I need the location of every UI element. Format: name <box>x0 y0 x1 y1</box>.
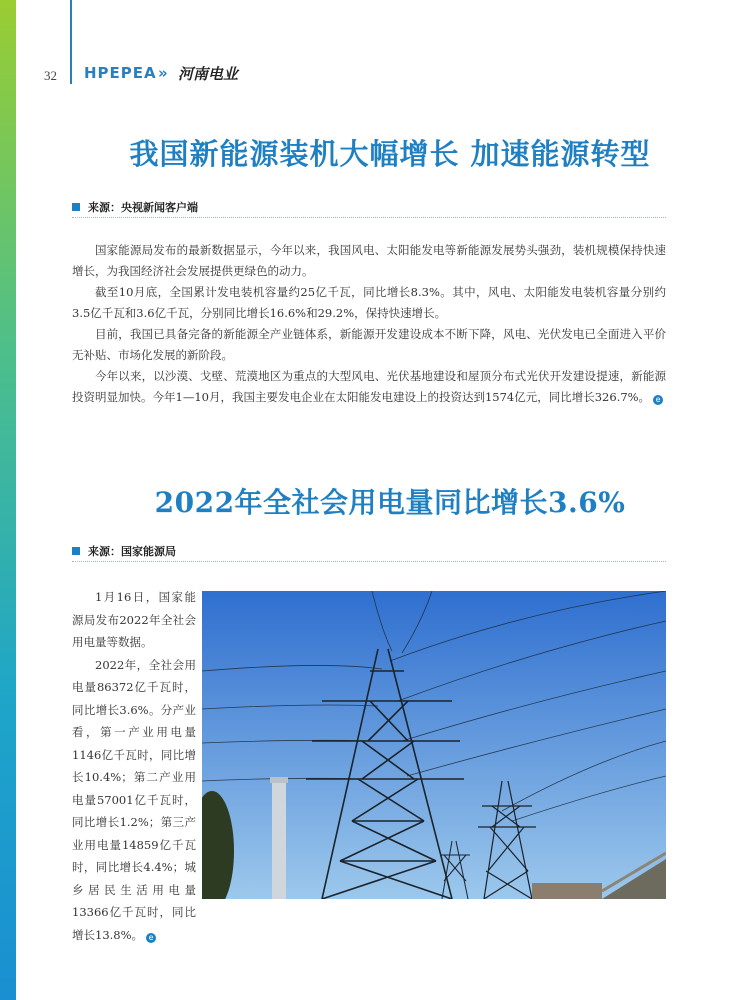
brand-logo: HPEPEA <box>84 64 157 82</box>
article1-source <box>72 199 666 218</box>
source-square-icon <box>72 547 80 555</box>
transmission-tower-illustration <box>202 591 666 899</box>
article1-source-text: 来源：央视新闻客户端 <box>88 201 198 214</box>
article2-paragraph-text: 2022年，全社会用电量86372亿千瓦时，同比增长3.6%。分产业看，第一产业用电量1146亿千瓦时，同比增长10.4%；第二产业用电量57001亿千瓦时，同比增长1.2%；第三产业用电量14859亿千瓦时，同比增长4.4%；城乡居民生活用电量13366亿千瓦时，同比增长13.8%。 <box>72 657 196 942</box>
end-mark-icon: e <box>146 933 156 943</box>
article2-title: 2022年全社会用电量同比增长3.6% <box>154 486 626 519</box>
article1-body <box>72 240 666 408</box>
article1-paragraph <box>72 366 666 408</box>
article1-title: 我国新能源装机大幅增长 加速能源转型 <box>129 137 651 171</box>
article2-paragraph <box>72 654 196 947</box>
article1-paragraph-text: 今年以来，以沙漠、戈壁、荒漠地区为重点的大型风电、光伏基地建设和屋顶分布式光伏开发建设提速，新能源投资明显加快。今年1—10月，我国主要发电企业在太阳能发电建设上的投资达到1574亿元，同比增长326.7%。 <box>72 369 666 404</box>
article2-body <box>72 586 196 946</box>
article1-paragraph: 截至10月底，全国累计发电装机容量约25亿千瓦，同比增长8.3%。其中，风电、太阳能发电装机容量分别约3.5亿千瓦和3.6亿千瓦，分别同比增长16.6%和29.2%，保持快速增长。 <box>72 285 666 320</box>
article1-paragraph: 目前，我国已具备完备的新能源全产业链体系，新能源开发建设成本不断下降，风电、光伏发电已全面进入平价无补贴、市场化发展的新阶段。 <box>72 327 666 362</box>
header-vertical-rule <box>70 0 72 84</box>
magazine-name: 河南电业 <box>178 65 239 83</box>
article1-paragraph: 国家能源局发布的最新数据显示，今年以来，我国风电、太阳能发电等新能源发展势头强劲，装机规模保持快速增长，为我国经济社会发展提供更绿色的动力。 <box>72 243 666 278</box>
end-mark-icon: e <box>653 395 663 405</box>
brand-arrows: » <box>158 64 168 82</box>
article2-source-text: 来源：国家能源局 <box>88 545 176 558</box>
side-gradient-bar <box>0 0 16 1000</box>
power-tower-photo <box>202 591 666 899</box>
article2-paragraph: 1月16日，国家能源局发布2022年全社会用电量等数据。 <box>72 590 196 649</box>
source-square-icon <box>72 203 80 211</box>
page-number: 32 <box>44 68 57 83</box>
article2-source <box>72 543 666 562</box>
